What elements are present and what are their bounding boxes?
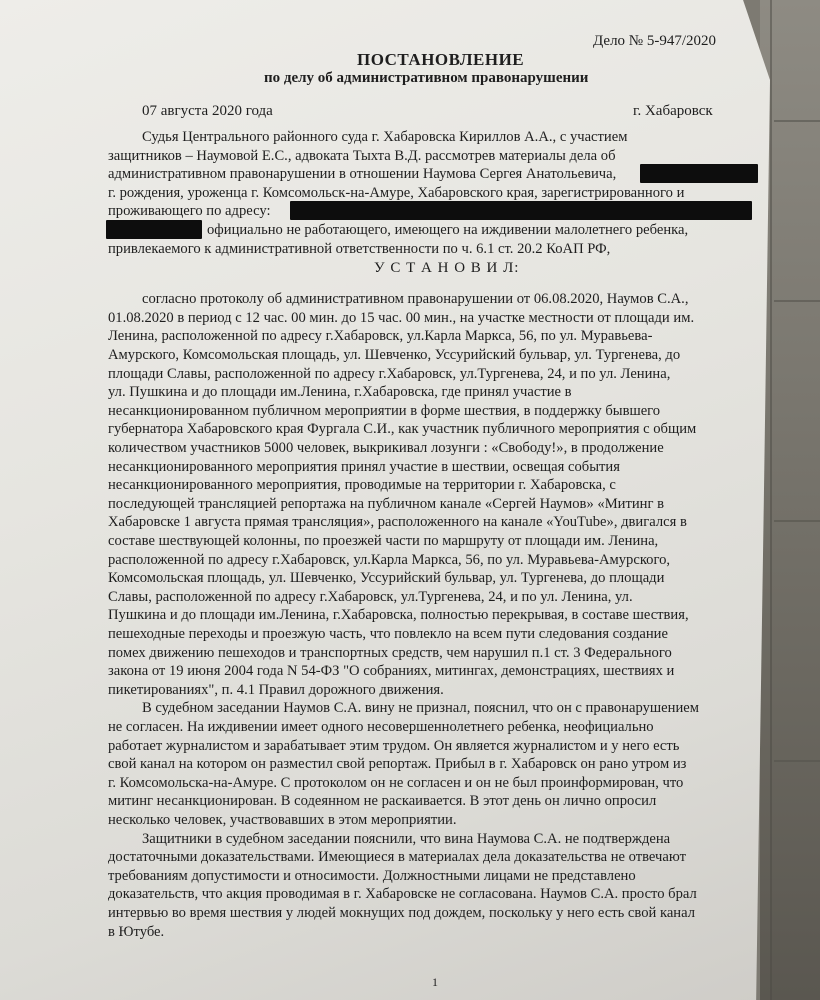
- body-line: количеством участников 5000 человек, выкрикивал лозунги : «Свободу!», в продолжение: [108, 440, 664, 456]
- body-line: помех движению пешеходов и транспортных средств, чем нарушил п.1 ст. 3 Федерального: [108, 644, 672, 661]
- body-line: несанкционированного мероприятия, проводимые на территории г. Хабаровска, с: [108, 477, 616, 494]
- body-line: г. Комсомольска-на-Амуре. С протоколом он не согласен и он не был проинформирован, что: [108, 774, 684, 791]
- body-line: требованиям допустимости и относимости. Должностными лицами не представлено: [108, 867, 636, 884]
- page-number: 1: [432, 975, 438, 989]
- document-subtitle: по делу об административном правонарушении: [264, 70, 589, 86]
- body-line: Хабаровске 1 августа прямая трансляция», расположенного на канале «YouTube», двигался в: [108, 514, 687, 531]
- body-line: доказательств, что акция проводимая в г. Хабаровске не согласована. Наумов С.А. просто брал: [108, 886, 697, 903]
- intro-line: административном правонарушении в отношении Наумова Сергея Анатольевича,: [108, 166, 617, 183]
- body-line: последующей трансляцией репортажа на публичном канале «Сергей Наумов» «Митинг в: [108, 495, 665, 512]
- body-line: Комсомольская площадь, ул. Шевченко, Уссурийский бульвар, ул. Тургенева, до площади: [108, 570, 665, 587]
- body-line: в Ютубе.: [108, 923, 165, 940]
- redaction-address-cont: [106, 220, 202, 239]
- intro-line: защитников – Наумовой Е.С., адвоката Тыхта В.Д. рассмотрев материалы дела об: [108, 147, 616, 164]
- body-line: пешеходные переходы и проезжую часть, что повлекло на всем пути следования создание: [108, 626, 668, 642]
- body-line: Защитники в судебном заседании пояснили, что вина Наумова С.А. не подтверждена: [142, 830, 671, 847]
- body-line: митинг несанкционирован. В содеянном не раскаивается. В этот день он лично опросил: [108, 793, 657, 810]
- body-line: В судебном заседании Наумов С.А. вину не признал, пояснил, что он с правонарушением: [142, 700, 699, 717]
- body-line: согласно протоколу об административном правонарушении от 06.08.2020, Наумов С.А.,: [142, 291, 689, 308]
- intro-line: привлекаемого к административной ответственности по ч. 6.1 ст. 20.2 КоАП РФ,: [108, 240, 611, 257]
- section-heading: У С Т А Н О В И Л:: [374, 260, 520, 277]
- intro-line: Судья Центрального районного суда г. Хабаровска Кириллов А.А., с участием: [142, 129, 628, 145]
- document-city: г. Хабаровск: [633, 103, 713, 119]
- body-line: губернатора Хабаровского края Фургала С.И., как участник публичного мероприятия с общим: [108, 421, 697, 438]
- body-line: ул. Пушкина и до площади им.Ленина, г.Хабаровска, где принял участие в: [108, 384, 572, 401]
- redaction-birthdate: [640, 164, 758, 183]
- body-line: несанкционированном публичном мероприятии в форме шествия, в поддержку бывшего: [108, 402, 661, 419]
- body-line: расположенной по адресу г.Хабаровск, ул.Карла Маркса, 56, по ул. Муравьева-Амурского,: [108, 551, 671, 568]
- body-line: Пушкина и до площади им.Ленина, г.Хабаровска, полностью перекрывая, в составе шествия,: [108, 607, 689, 624]
- body-line: не согласен. На иждивении имеет одного несовершеннолетнего ребенка, неофициально: [108, 719, 654, 735]
- body-line: Ленина, расположенной по адресу г.Хабаровск, ул.Карла Маркса, 56, по ул. Муравьева-: [108, 328, 653, 345]
- body-line: закона от 19 июня 2004 года N 54-ФЗ "О собраниях, митингах, демонстрациях, шествиях и: [108, 663, 675, 680]
- body-line: свой канал на котором он разместил свой репортаж. Прибыл в г. Хабаровск он рано утром из: [108, 756, 687, 773]
- intro-line: проживающего по адресу:: [108, 203, 271, 220]
- body-line: 01.08.2020 в период с 12 час. 00 мин. до 15 час. 00 мин., на участке местности от площади им.: [108, 309, 695, 326]
- document-title: ПОСТАНОВЛЕНИЕ: [357, 50, 525, 69]
- body-line: работает журналистом и зарабатывает этим трудом. Он является журналистом и у него есть: [108, 737, 680, 754]
- intro-line: официально не работающего, имеющего на иждивении малолетнего ребенка,: [207, 222, 689, 238]
- redaction-address: [290, 201, 752, 220]
- body-line: составе шествующей колонны, по проезжей части по маршруту от площади им. Ленина,: [108, 533, 659, 549]
- body-line: пикетированиях", п. 4.1 Правил дорожного движения.: [108, 681, 444, 698]
- intro-line: г. рождения, уроженца г. Комсомольск-на-Амуре, Хабаровского края, зарегистрированного и: [108, 184, 685, 201]
- body-line: несколько человек, участвовавших в этом мероприятии.: [108, 812, 457, 828]
- body-line: Амурского, Комсомольская площадь, ул. Шевченко, Уссурийский бульвар, ул. Тургенева, до: [108, 347, 681, 363]
- body-line: достаточными доказательствами. Имеющиеся в материалах дела доказательства не отвечают: [108, 849, 686, 866]
- body-line: несанкционированного мероприятия принял участие в шествии, освещая события: [108, 458, 620, 475]
- body-line: интервью во время шествия у людей мокнущих под дождем, поскольку у него есть свой канал: [108, 905, 696, 921]
- body-line: Славы, расположенной по адресу г.Хабаровск, ул.Тургенева, 24, и по ул. Ленина, ул.: [108, 588, 633, 605]
- body-line: площади Славы, расположенной по адресу г.Хабаровск, ул.Тургенева, 24, и по ул. Ленина,: [108, 365, 671, 382]
- document-date: 07 августа 2020 года: [142, 103, 273, 119]
- case-number: Дело № 5-947/2020: [593, 33, 717, 49]
